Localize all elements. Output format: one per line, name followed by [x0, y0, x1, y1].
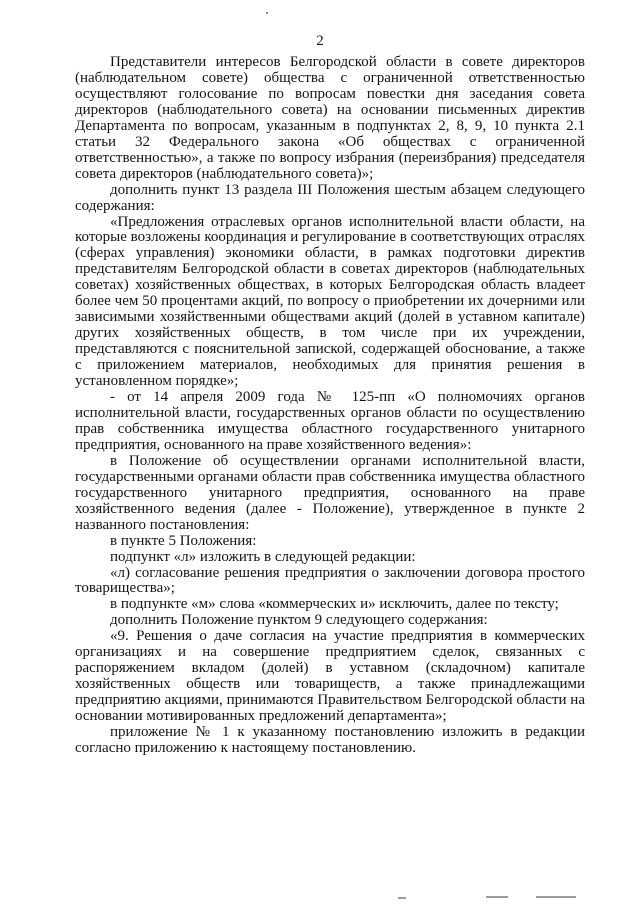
paragraph: «л) согласование решения предприятия о заключении договора простого товарищества»; — [75, 564, 585, 597]
scan-edge-mark — [536, 896, 576, 898]
paragraph: дополнить пункт 13 раздела III Положения шестым абзацем следующего содержания: — [75, 181, 585, 214]
page-number: 2 — [316, 33, 324, 49]
scan-edge-mark — [486, 896, 508, 898]
paragraph: Представители интересов Белгородской области в совете директоров (наблюдательном совете) общества с ограниченной ответственностью осуществляют голосование по вопросам повестки дня заседания совета директоров (наблюдательного совета) на основании письменных директив Департамента по вопросам, указанным в подпунктах 2, 8, 9, 10 пункта 2.1 статьи 32 Федерального закона «Об обществах с ограниченной ответственностью», а также по вопросу избрания (переизбрания) председателя совета директоров (наблюдательного совета)»; — [75, 54, 585, 182]
paragraph: «9. Решения о даче согласия на участие предприятия в коммерческих организациях и на совершение предприятием сделок, связанных с распоряжением вкладом (долей) в уставном (складочном) капитале хозяйственных обществ или товариществ, а также принадлежащими предприятию акциями, принимаются Правительством Белгородской области на основании мотивированных предложений департамента»; — [75, 628, 585, 725]
scan-edge-mark — [398, 897, 406, 899]
paragraph: «Предложения отраслевых органов исполнительной власти области, на которые возложены координация и регулирование в соответствующих отраслях (сферах управления) экономики области, в рамках подготовки директив представителям Белгородской области в советах директоров (наблюдательных советах) хозяйственных обществах, в которых Белгородская область владеет более чем 50 процентами акций, по вопросу о приобретении их дочерними или зависимыми хозяйственными обществами акций (долей в уставном капитале) других хозяйственных обществ, в том числе при их учреждении, представляются с пояснительной запиской, содержащей обоснование, а также с приложением материалов, необходимых для принятия решения в установленном порядке»; — [75, 213, 585, 390]
paragraph: в подпункте «м» слова «коммерческих и» исключить, далее по тексту; — [110, 596, 559, 613]
paragraph: - от 14 апреля 2009 года № 125-пп «О полномочиях органов исполнительной власти, государственных органов области по осуществлению прав собственника имущества областного государственного унитарного предприятия, основанного на праве хозяйственного ведения»: — [75, 389, 585, 453]
paragraph: дополнить Положение пунктом 9 следующего содержания: — [110, 612, 488, 629]
paragraph: приложение № 1 к указанному постановлению изложить в редакции согласно приложению к настоящему постановлению. — [75, 724, 585, 756]
paragraph: в пункте 5 Положения: — [110, 532, 257, 549]
scan-speck — [266, 12, 268, 14]
document-body — [75, 55, 585, 757]
paragraph: подпункт «л» изложить в следующей редакции: — [110, 548, 416, 565]
paragraph: в Положение об осуществлении органами исполнительной власти, государственными органами области прав собственника имущества областного государственного унитарного предприятия, основанного на праве хозяйственного ведения (далее - Положение), утвержденное в пункте 2 названного постановления: — [75, 452, 585, 533]
